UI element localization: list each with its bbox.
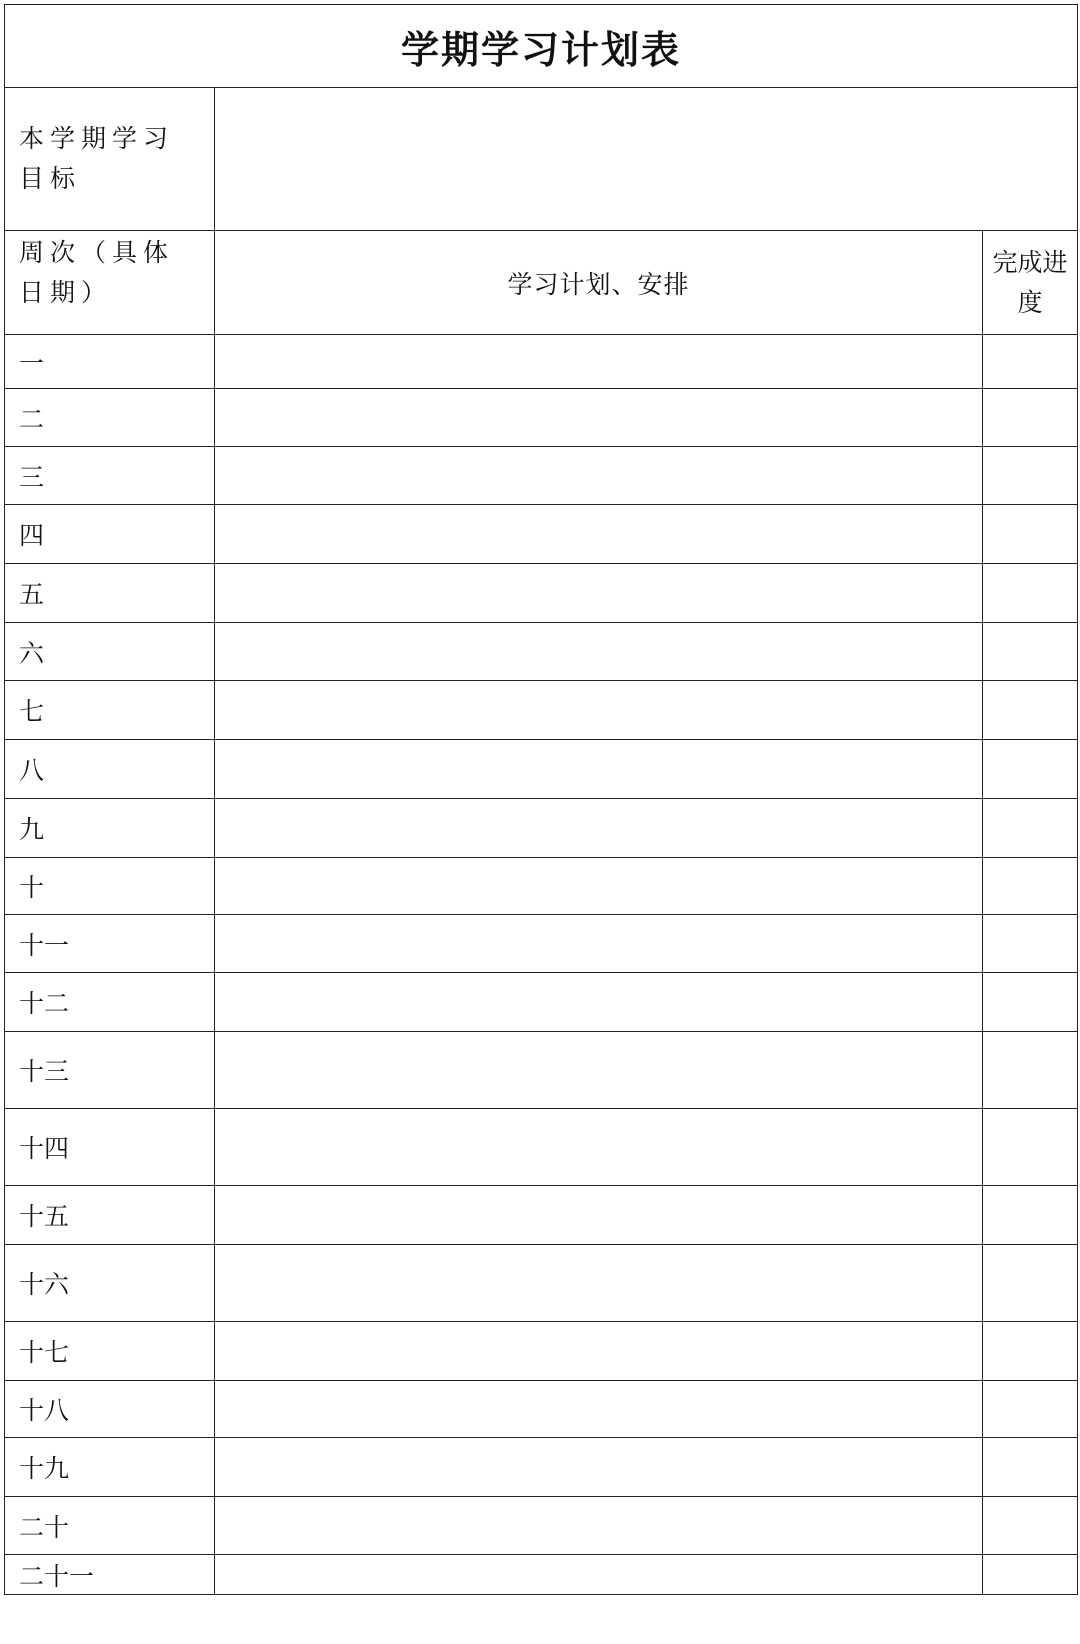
plan-cell[interactable] xyxy=(215,1438,983,1497)
progress-cell[interactable] xyxy=(983,447,1078,505)
table-row xyxy=(5,858,1078,915)
week-label: 六 xyxy=(5,623,215,681)
week-label: 十九 xyxy=(5,1438,215,1497)
plan-cell[interactable] xyxy=(215,740,983,799)
plan-cell[interactable] xyxy=(215,1186,983,1245)
progress-column-header: 完成进度 xyxy=(983,231,1078,335)
week-label: 十三 xyxy=(5,1032,215,1109)
week-label: 二十一 xyxy=(5,1555,215,1595)
week-column-header-text: 周次（具体日期） xyxy=(19,238,175,307)
week-label: 十八 xyxy=(5,1381,215,1438)
table-row xyxy=(5,915,1078,973)
progress-cell[interactable] xyxy=(983,740,1078,799)
plan-cell[interactable] xyxy=(215,1555,983,1595)
plan-cell[interactable] xyxy=(215,858,983,915)
progress-cell[interactable] xyxy=(983,681,1078,740)
plan-cell[interactable] xyxy=(215,1497,983,1555)
week-label: 十四 xyxy=(5,1109,215,1186)
week-label: 八 xyxy=(5,740,215,799)
plan-cell[interactable] xyxy=(215,1381,983,1438)
plan-cell[interactable] xyxy=(215,681,983,740)
progress-cell[interactable] xyxy=(983,564,1078,623)
progress-cell[interactable] xyxy=(983,1381,1078,1438)
week-label: 十一 xyxy=(5,915,215,973)
table-row xyxy=(5,564,1078,623)
week-column-header xyxy=(5,231,215,335)
table-row xyxy=(5,1555,1078,1595)
plan-cell[interactable] xyxy=(215,447,983,505)
table-row xyxy=(5,740,1078,799)
table-title: 学期学习计划表 xyxy=(5,5,1078,88)
header-row xyxy=(5,231,1078,335)
week-label: 二 xyxy=(5,389,215,447)
plan-cell[interactable] xyxy=(215,1109,983,1186)
week-label: 二十 xyxy=(5,1497,215,1555)
title-row xyxy=(5,5,1078,88)
progress-cell[interactable] xyxy=(983,1245,1078,1322)
week-label: 十五 xyxy=(5,1186,215,1245)
plan-cell[interactable] xyxy=(215,335,983,389)
progress-cell[interactable] xyxy=(983,335,1078,389)
table-row xyxy=(5,681,1078,740)
progress-cell[interactable] xyxy=(983,799,1078,858)
table-row xyxy=(5,389,1078,447)
week-label: 一 xyxy=(5,335,215,389)
progress-cell[interactable] xyxy=(983,1497,1078,1555)
progress-cell[interactable] xyxy=(983,1555,1078,1595)
progress-cell[interactable] xyxy=(983,1186,1078,1245)
table-row xyxy=(5,799,1078,858)
progress-cell[interactable] xyxy=(983,915,1078,973)
table-row xyxy=(5,973,1078,1032)
goal-input-cell[interactable] xyxy=(215,88,1078,231)
plan-cell[interactable] xyxy=(215,1322,983,1381)
progress-cell[interactable] xyxy=(983,505,1078,564)
plan-cell[interactable] xyxy=(215,973,983,1032)
study-plan-sheet xyxy=(4,4,1077,1644)
plan-cell[interactable] xyxy=(215,1245,983,1322)
table-row xyxy=(5,623,1078,681)
plan-column-header: 学习计划、安排 xyxy=(215,231,983,335)
table-row xyxy=(5,1438,1078,1497)
progress-cell[interactable] xyxy=(983,1438,1078,1497)
plan-cell[interactable] xyxy=(215,915,983,973)
progress-cell[interactable] xyxy=(983,858,1078,915)
plan-cell[interactable] xyxy=(215,564,983,623)
week-label: 十 xyxy=(5,858,215,915)
table-row xyxy=(5,1032,1078,1109)
week-label: 三 xyxy=(5,447,215,505)
plan-cell[interactable] xyxy=(215,389,983,447)
week-label: 十二 xyxy=(5,973,215,1032)
week-label: 七 xyxy=(5,681,215,740)
progress-cell[interactable] xyxy=(983,1322,1078,1381)
progress-cell[interactable] xyxy=(983,389,1078,447)
table-row xyxy=(5,1245,1078,1322)
table-row xyxy=(5,505,1078,564)
week-label: 四 xyxy=(5,505,215,564)
progress-cell[interactable] xyxy=(983,1032,1078,1109)
plan-cell[interactable] xyxy=(215,1032,983,1109)
table-row xyxy=(5,1186,1078,1245)
week-label: 九 xyxy=(5,799,215,858)
plan-cell[interactable] xyxy=(215,505,983,564)
study-plan-table xyxy=(4,4,1078,1595)
plan-cell[interactable] xyxy=(215,623,983,681)
table-row xyxy=(5,1109,1078,1186)
plan-cell[interactable] xyxy=(215,799,983,858)
week-label: 十七 xyxy=(5,1322,215,1381)
goal-row xyxy=(5,88,1078,231)
table-row xyxy=(5,1322,1078,1381)
table-row xyxy=(5,447,1078,505)
table-row xyxy=(5,1497,1078,1555)
progress-cell[interactable] xyxy=(983,973,1078,1032)
table-row xyxy=(5,1381,1078,1438)
progress-cell[interactable] xyxy=(983,1109,1078,1186)
week-label: 五 xyxy=(5,564,215,623)
table-row xyxy=(5,335,1078,389)
goal-label: 本学期学习目标 xyxy=(5,88,215,231)
progress-cell[interactable] xyxy=(983,623,1078,681)
week-label: 十六 xyxy=(5,1245,215,1322)
